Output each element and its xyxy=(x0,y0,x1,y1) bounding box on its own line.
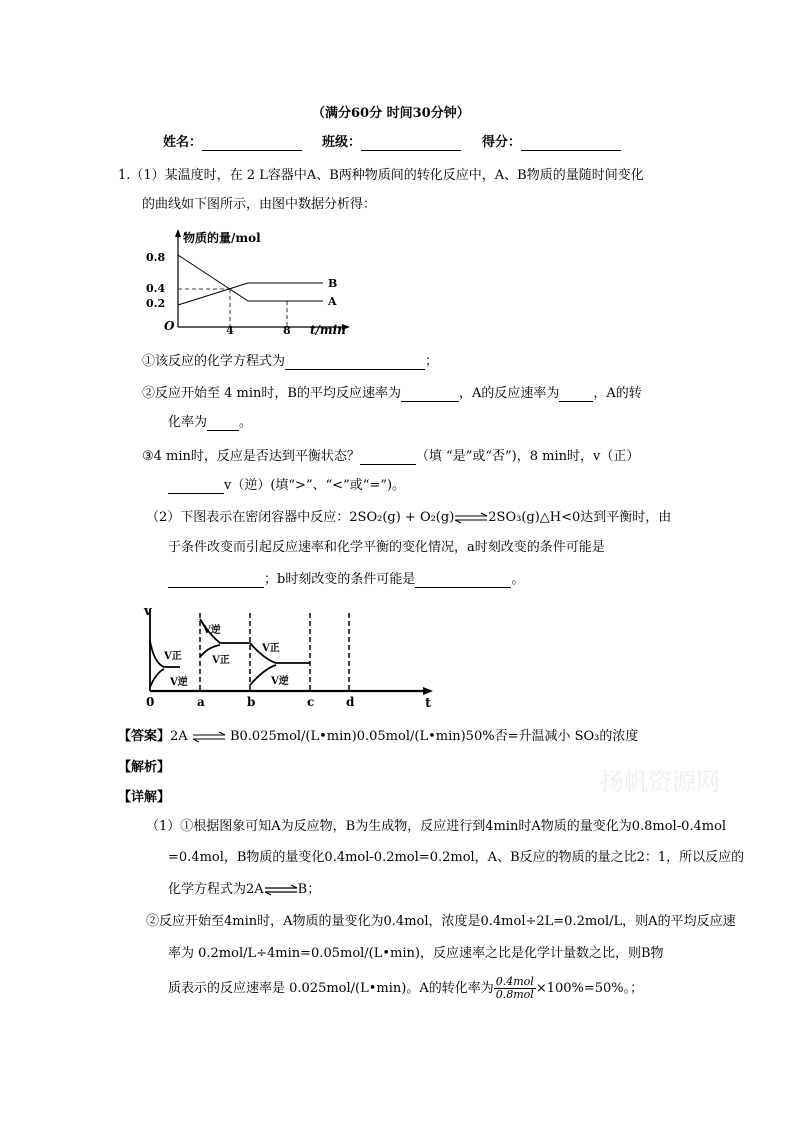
q1-s3-cont xyxy=(168,478,405,494)
q1-p2-text-b: 2SO₃(g)△H<0达到平衡时，由 xyxy=(488,510,672,525)
q1-p2-line1 xyxy=(146,510,671,526)
v-ni-label: V逆 xyxy=(203,625,221,636)
y-tick-label: 0.4 xyxy=(146,282,166,295)
y-axis-label: 物质的量/mol xyxy=(183,231,261,245)
analysis-label: 【解析】 xyxy=(118,760,171,775)
watermark: 扬帆资源网 xyxy=(600,768,720,796)
v-zheng-label: V正 xyxy=(164,651,182,662)
amount-time-graph xyxy=(140,225,370,340)
q1-intro-line2: 的曲线如下图所示，由图中数据分析得： xyxy=(142,197,377,212)
q1-p2-line3 xyxy=(168,572,524,588)
name-blank[interactable] xyxy=(202,136,302,151)
q1-s2 xyxy=(142,386,642,402)
t-axis-label: t xyxy=(425,696,432,711)
q1-s3-text-a: ③4 min时，反应是否达到平衡状态？ xyxy=(142,449,360,464)
equilibrium-arrow-icon xyxy=(192,731,226,743)
y-tick-label: 0.8 xyxy=(146,251,166,264)
score-label: 得分： xyxy=(482,135,522,150)
q1-s1-blank[interactable] xyxy=(285,355,425,370)
v-ni-label: V逆 xyxy=(271,676,289,687)
v-zheng-label: V正 xyxy=(262,643,280,654)
detail-p1-line3a: 化学方程式为2A xyxy=(168,882,264,897)
detail-p1-line3b: B； xyxy=(297,882,321,897)
q1-s3-text-c: v（逆）(填“>”、“<”或“=”)。 xyxy=(224,478,406,493)
name-label: 姓名： xyxy=(163,135,203,150)
score-blank[interactable] xyxy=(521,136,621,151)
class-blank[interactable] xyxy=(361,136,461,151)
answer-part1: 2A xyxy=(170,729,188,744)
equilibrium-arrow-icon xyxy=(264,884,298,896)
origin-label: O xyxy=(164,319,175,333)
q1-s2-text-b: ，A的反应速率为 xyxy=(458,386,560,401)
q1-s2-text-a: ②反应开始至 4 min时，B的平均反应速率为 xyxy=(142,386,401,401)
detail-p2-line3a: 质表示的反应速率是 0.025mol/(L•min)。A的转化率为 xyxy=(168,981,494,996)
detail-label: 【详解】 xyxy=(118,790,171,805)
fraction-numerator: 0.4mol xyxy=(495,975,534,988)
q1-s1-text: ①该反应的化学方程式为 xyxy=(142,354,286,369)
t-axis-arrow xyxy=(423,687,433,695)
score-field-row xyxy=(482,135,621,151)
detail-p2-line1: ②反应开始至4min时，A物质的量变化为0.4mol，浓度是0.4mol÷2L=0.2mol/L，则A的平均反应速 xyxy=(146,914,736,929)
q1-p2-text-c: ；b时刻改变的条件可能是 xyxy=(264,572,416,587)
q1-s2-blank3[interactable] xyxy=(207,416,239,431)
q1-p2-line2: 于条件改变而引起反应速率和化学平衡的变化情况，a时刻改变的条件可能是 xyxy=(168,540,605,555)
detail-p1-line3 xyxy=(168,882,320,898)
v-ni-label: V逆 xyxy=(170,677,188,688)
origin-label: 0 xyxy=(146,695,155,709)
q1-s3 xyxy=(142,449,639,465)
v-zheng-label: V正 xyxy=(212,655,230,666)
detail-p2-line3 xyxy=(168,976,643,1001)
q1-s2-text-e: 。 xyxy=(239,415,253,430)
q1-s2-blank2[interactable] xyxy=(559,387,593,402)
detail-p2-line3b: ×100%=50%。； xyxy=(535,981,644,996)
detail-p2-line2: 率为 0.2mol/L÷4min=0.05mol/(L•min)，反应速率之比是化学计量数之比，则B物 xyxy=(168,946,664,961)
q1-p2-blank1[interactable] xyxy=(168,573,264,588)
q1-s1-end: ； xyxy=(425,354,439,369)
x-tick-label: 4 xyxy=(226,324,234,337)
q1-p2-text-a: （2）下图表示在密闭容器中反应：2SO₂(g) + O₂(g) xyxy=(146,510,455,525)
q1-intro-line1: 1.（1）某温度时，在 2 L容器中A、B两种物质间的转化反应中，A、B物质的量随时间变化 xyxy=(118,168,644,183)
q1-s2-text-d: 化率为 xyxy=(168,415,208,430)
tick-d: d xyxy=(346,695,355,709)
q1-s3-text-b: （填 “是”或“否”)，8 min时，v（正） xyxy=(415,449,640,464)
v-ni-curve-3 xyxy=(250,643,310,663)
q1-s2-cont xyxy=(168,415,252,431)
curve-b xyxy=(178,283,323,305)
q1-p2-blank2[interactable] xyxy=(415,573,511,588)
answer-part2: B0.025mol/(L•min)0.05mol/(L•min)50%否=升温减小 SO₃的浓度 xyxy=(229,729,639,744)
v-ni-curve-1 xyxy=(150,669,164,687)
detail-p1-line1: （1）①根据图象可知A为反应物，B为生成物，反应进行到4min时A物质的量变化为0.8mol-0.4mol xyxy=(146,819,727,834)
class-field-row xyxy=(322,135,461,151)
fraction-denominator: 0.8mol xyxy=(495,988,534,1001)
curve-a-label: A xyxy=(328,295,337,308)
equilibrium-arrow-icon xyxy=(454,512,488,524)
tick-a: a xyxy=(197,695,205,709)
v-axis-label: v xyxy=(144,604,152,619)
conversion-fraction xyxy=(494,976,536,1001)
class-label: 班级： xyxy=(322,135,362,150)
q1-s3-blank2[interactable] xyxy=(168,479,224,494)
q1-s2-text-c: ，A的转 xyxy=(593,386,642,401)
exam-subtitle: （满分60分 时间30分钟） xyxy=(312,106,470,121)
name-field-row xyxy=(163,135,302,151)
y-axis-arrow xyxy=(175,229,181,237)
x-axis-label: t/min xyxy=(310,323,346,337)
curve-a xyxy=(178,255,323,301)
q1-s2-blank1[interactable] xyxy=(401,387,459,402)
answer-row xyxy=(118,729,638,745)
rate-time-graph xyxy=(140,603,440,715)
y-tick-label: 0.2 xyxy=(146,297,166,310)
tick-b: b xyxy=(247,695,256,709)
q1-p2-text-d: 。 xyxy=(511,572,525,587)
q1-s3-blank1[interactable] xyxy=(360,450,416,465)
detail-p1-line2: =0.4mol，B物质的量变化0.4mol-0.2mol=0.2mol，A、B反应的物质的量之比2：1，所以反应的 xyxy=(168,850,745,865)
x-tick-label: 8 xyxy=(283,324,291,337)
curve-b-label: B xyxy=(328,277,338,290)
answer-label: 【答案】 xyxy=(118,729,171,744)
tick-c: c xyxy=(307,695,315,709)
q1-s1 xyxy=(142,354,438,370)
